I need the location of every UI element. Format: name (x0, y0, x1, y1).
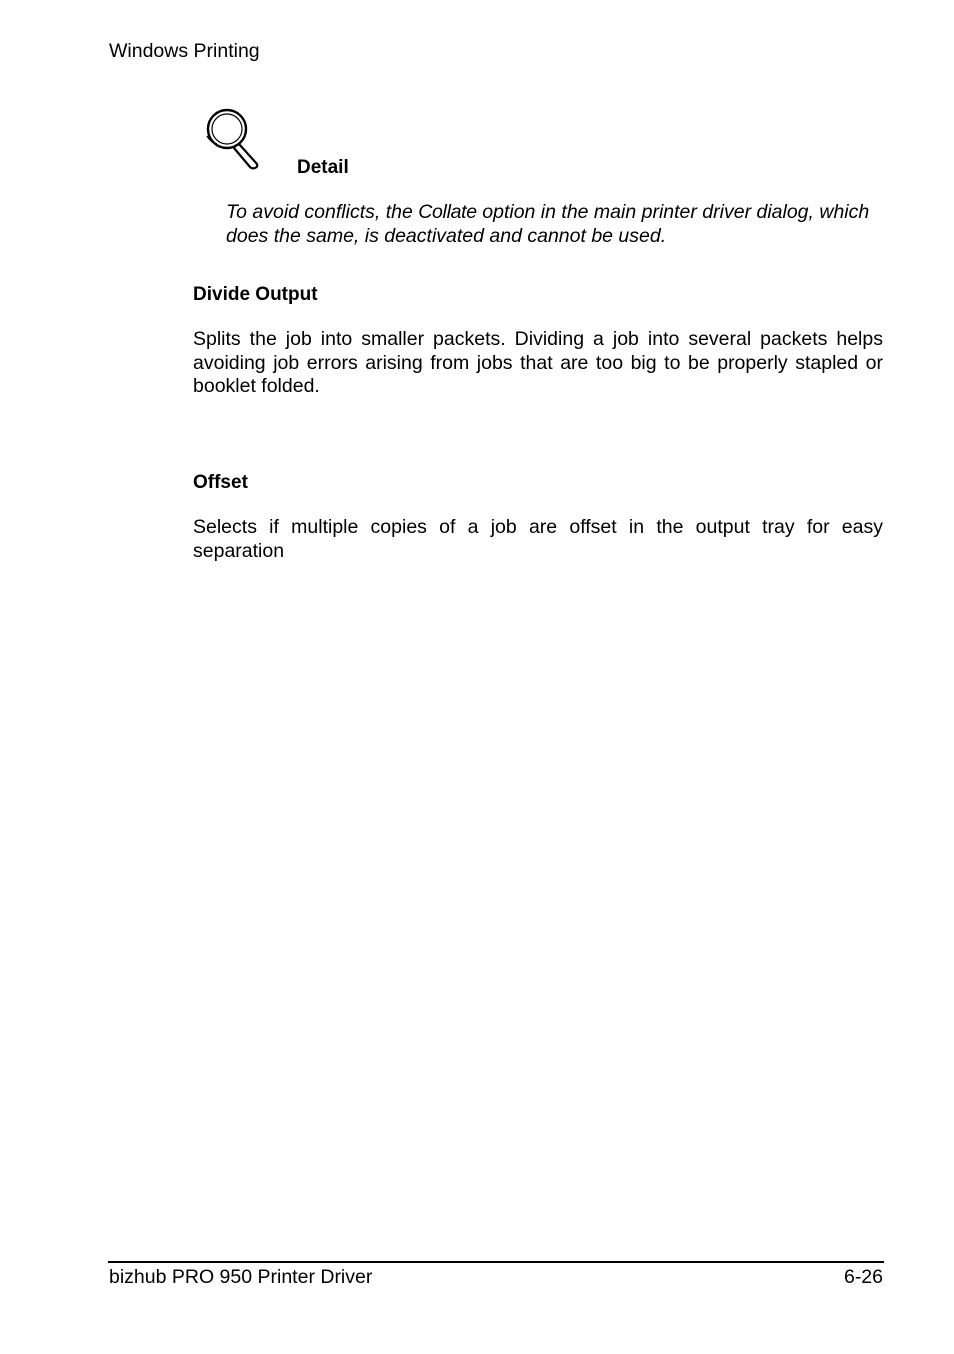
magnifier-icon (203, 104, 261, 170)
section-body-divide-output: Splits the job into smaller packets. Dividing a job into several packets helps avoiding job errors arising from jobs that are too big to be properly stapled or booklet folded. (193, 328, 883, 397)
section-heading-divide-output: Divide Output (193, 284, 318, 305)
detail-note (226, 200, 886, 248)
section-heading-offset: Offset (193, 472, 248, 493)
detail-note-text-continued: option in the main printer driver dialog, which does the same, is deactivated and cannot be used. (226, 201, 870, 247)
detail-label: Detail (297, 157, 349, 178)
footer-page-number: 6-26 (843, 1266, 883, 1288)
collate-option-name: Collate (418, 201, 477, 223)
detail-note-text: To avoid conflicts, the (226, 201, 419, 223)
footer-divider (108, 1261, 884, 1263)
footer-product-name: bizhub PRO 950 Printer Driver (109, 1266, 373, 1288)
section-body-offset: Selects if multiple copies of a job are offset in the output tray for easy separation (193, 516, 883, 562)
running-header: Windows Printing (109, 40, 260, 62)
